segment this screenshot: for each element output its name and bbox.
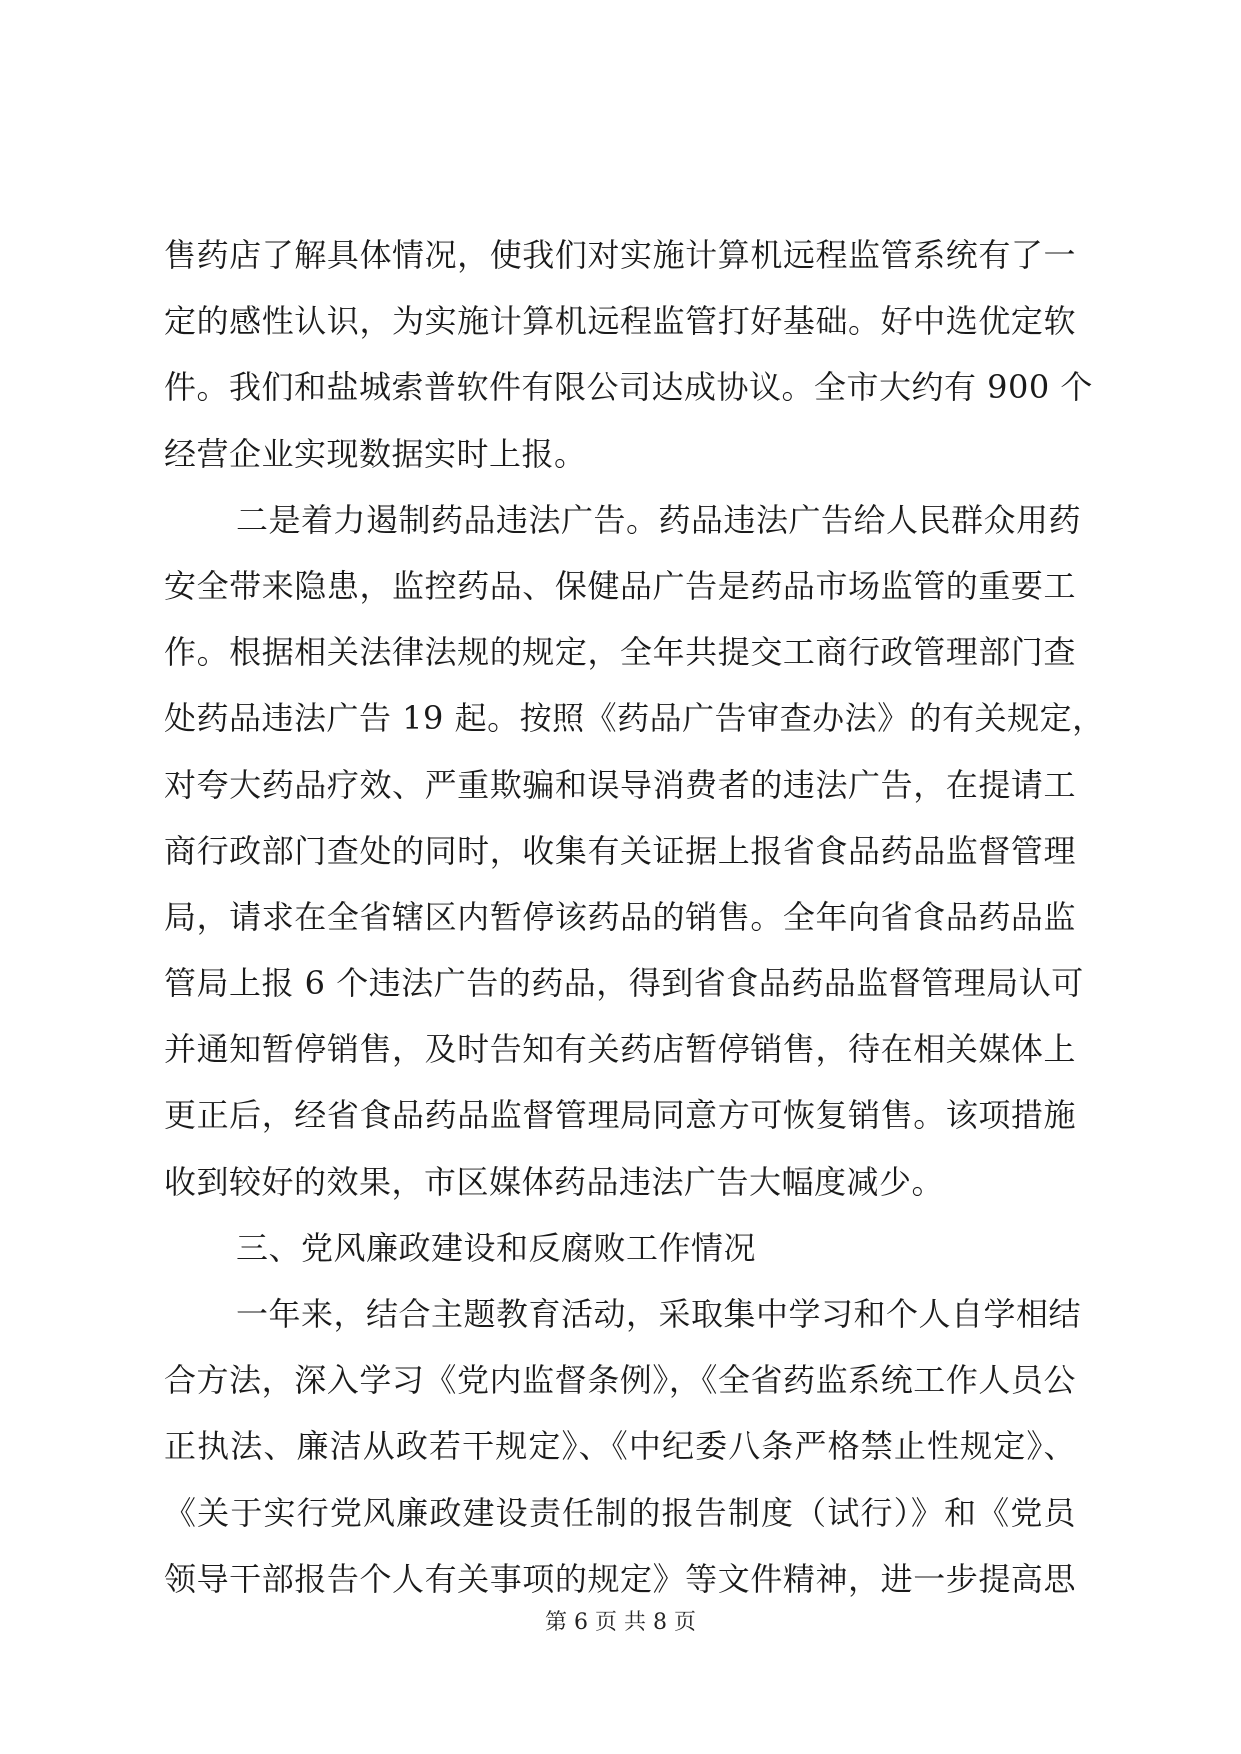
text-line: 售药店了解具体情况，使我们对实施计算机远程监管系统有了一 (164, 236, 1076, 274)
text-line: 正执法、廉洁从政若干规定》、《中纪委八条严格禁止性规定》、 (164, 1427, 1076, 1466)
text-line: 经营企业实现数据实时上报。 (164, 434, 587, 473)
text-line: 安全带来隐患，监控药品、保健品广告是药品市场监管的重要工 (164, 566, 1076, 605)
text-line: 件。我们和盐城索普软件有限公司达成协议。全市大约有 900 个 (164, 368, 1093, 407)
text-line: 收到较好的效果，市区媒体药品违法广告大幅度减少。 (164, 1162, 945, 1201)
document-body (164, 222, 1105, 1612)
text-line: 领导干部报告个人有关事项的规定》等文件精神，进一步提高思 (164, 1559, 1076, 1598)
text-line: 三、党风廉政建设和反腐败工作情况 (236, 1228, 757, 1267)
text-line: 二是着力遏制药品违法广告。药品违法广告给人民群众用药 (236, 500, 1082, 539)
text-line: 商行政部门查处的同时，收集有关证据上报省食品药品监督管理 (164, 831, 1076, 870)
text-line: 《关于实行党风廉政建设责任制的报告制度（试行）》和《党员 (164, 1493, 1076, 1532)
text-line: 并通知暂停销售，及时告知有关药店暂停销售，待在相关媒体上 (164, 1030, 1076, 1069)
text-line: 一年来，结合主题教育活动，采取集中学习和个人自学相结 (236, 1295, 1082, 1333)
text-line: 对夸大药品疗效、严重欺骗和误导消费者的违法广告，在提请工 (164, 765, 1076, 804)
text-line: 作。根据相关法律法规的规定，全年共提交工商行政管理部门查 (164, 633, 1076, 672)
text-line: 处药品违法广告 19 起。按照《药品广告审查办法》的有关规定， (164, 699, 1105, 738)
page-footer: 第 6 页 共 8 页 (545, 1610, 696, 1635)
text-line: 合方法，深入学习《党内监督条例》，《全省药监系统工作人员公 (164, 1361, 1076, 1400)
text-line: 定的感性认识，为实施计算机远程监管打好基础。好中选优定软 (164, 302, 1076, 341)
text-line: 局，请求在全省辖区内暂停该药品的销售。全年向省食品药品监 (164, 897, 1076, 936)
text-line: 更正后，经省食品药品监督管理局同意方可恢复销售。该项措施 (164, 1096, 1076, 1135)
text-line: 管局上报 6 个违法广告的药品，得到省食品药品监督管理局认可 (164, 964, 1084, 1003)
